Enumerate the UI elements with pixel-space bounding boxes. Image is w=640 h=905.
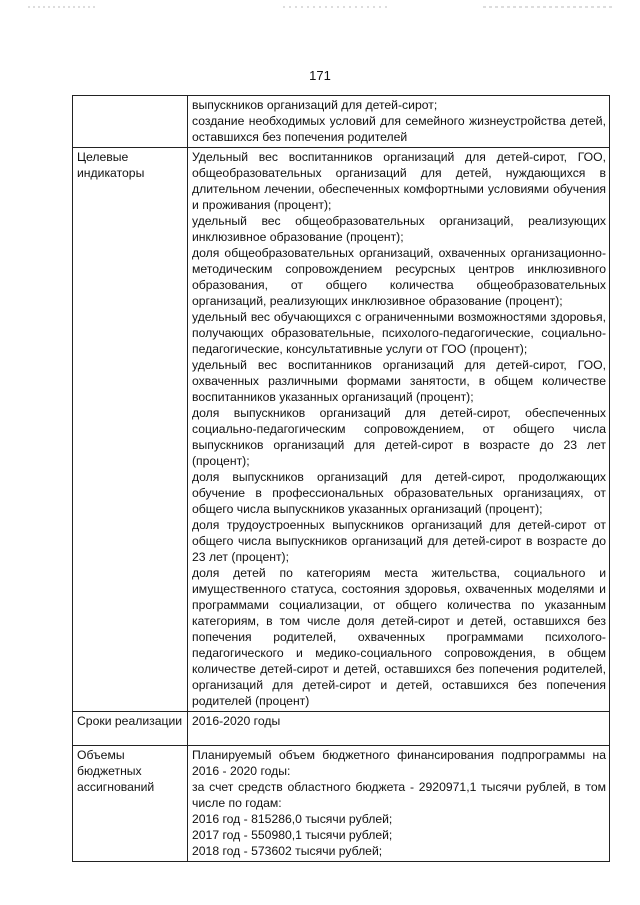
content-line: удельный вес воспитанников организаций для детей-сирот, ГОО, охваченных различными формами занятости, в общем количестве воспитанников указанных организаций (процент); xyxy=(192,358,606,404)
table-row xyxy=(73,746,610,862)
content-line: за счет средств областного бюджета - 2920971,1 тысячи рублей, в том числе по годам: xyxy=(192,780,606,810)
row-content xyxy=(188,96,610,148)
row-content xyxy=(188,148,610,712)
table-row xyxy=(73,712,610,746)
scan-artifact-marks xyxy=(28,4,612,10)
row-label: Сроки реализации xyxy=(73,712,188,746)
content-line: создание необходимых условий для семейного жизнеустройства детей, оставшихся без попечения родителей xyxy=(192,114,606,144)
content-line: 2016-2020 годы xyxy=(192,714,281,728)
content-line: доля детей по категориям места жительства, социального и имущественного статуса, состояния здоровья, охваченных моделями и программами социализации, от общего количества по указанным категориям, в том числе доля детей-сирот и детей, оставшихся без попечения родителей, охваченных программами психолого-педагогического и медико-социального сопровождения, в общем количестве детей-сирот и детей, оставшихся без попечения родителей, организаций для детей-сирот и детей, оставшихся без попечения родителей (процент) xyxy=(192,566,606,708)
content-line: Планируемый объем бюджетного финансирования подпрограммы на 2016 - 2020 годы: xyxy=(192,748,606,778)
content-line: выпускников организаций для детей-сирот; xyxy=(192,98,438,112)
row-content xyxy=(188,712,610,746)
page-number: 171 xyxy=(309,68,331,83)
content-line: доля выпускников организаций для детей-сирот, продолжающих обучение в профессиональных образовательных организациях, от общего числа выпускников указанных организаций (процент); xyxy=(192,470,606,516)
row-content xyxy=(188,746,610,862)
content-line: Удельный вес воспитанников организаций для детей-сирот, ГОО, общеобразовательных организаций для детей, нуждающихся в длительном лечении, обеспеченных комфортными условиями обучения и проживания (процент); xyxy=(192,150,606,212)
content-line: 2016 год - 815286,0 тысячи рублей; xyxy=(192,812,393,826)
content-line: удельный вес общеобразовательных организаций, реализующих инклюзивное образование (процент); xyxy=(192,214,606,244)
content-line: 2018 год - 573602 тысячи рублей; xyxy=(192,844,383,858)
content-line: удельный вес обучающихся с ограниченными возможностями здоровья, получающих образовательные, психолого-педагогические, социально-педагогические, консультативные услуги от ГОО (процент); xyxy=(192,310,606,356)
table-row xyxy=(73,96,610,148)
row-label xyxy=(73,96,188,148)
content-line: доля выпускников организаций для детей-сирот, обеспеченных социально-педагогическим сопровождением, от общего числа выпускников организаций для детей-сирот в возрасте до 23 лет (процент); xyxy=(192,406,606,468)
table-row xyxy=(73,148,610,712)
content-line: 2017 год - 550980,1 тысячи рублей; xyxy=(192,828,393,842)
row-label: Целевые индикаторы xyxy=(73,148,188,712)
content-line: доля общеобразовательных организаций, охваченных организационно-методическим сопровождением ресурсных центров инклюзивного образования, от общего количества общеобразовательных организаций, реализующих инклюзивное образование (процент); xyxy=(192,246,606,308)
row-label: Объемы бюджетных ассигнований xyxy=(73,746,188,862)
content-line: доля трудоустроенных выпускников организаций для детей-сирот от общего числа выпускников организаций для детей-сирот в возрасте до 23 лет (процент); xyxy=(192,518,606,564)
document-table xyxy=(72,95,610,862)
